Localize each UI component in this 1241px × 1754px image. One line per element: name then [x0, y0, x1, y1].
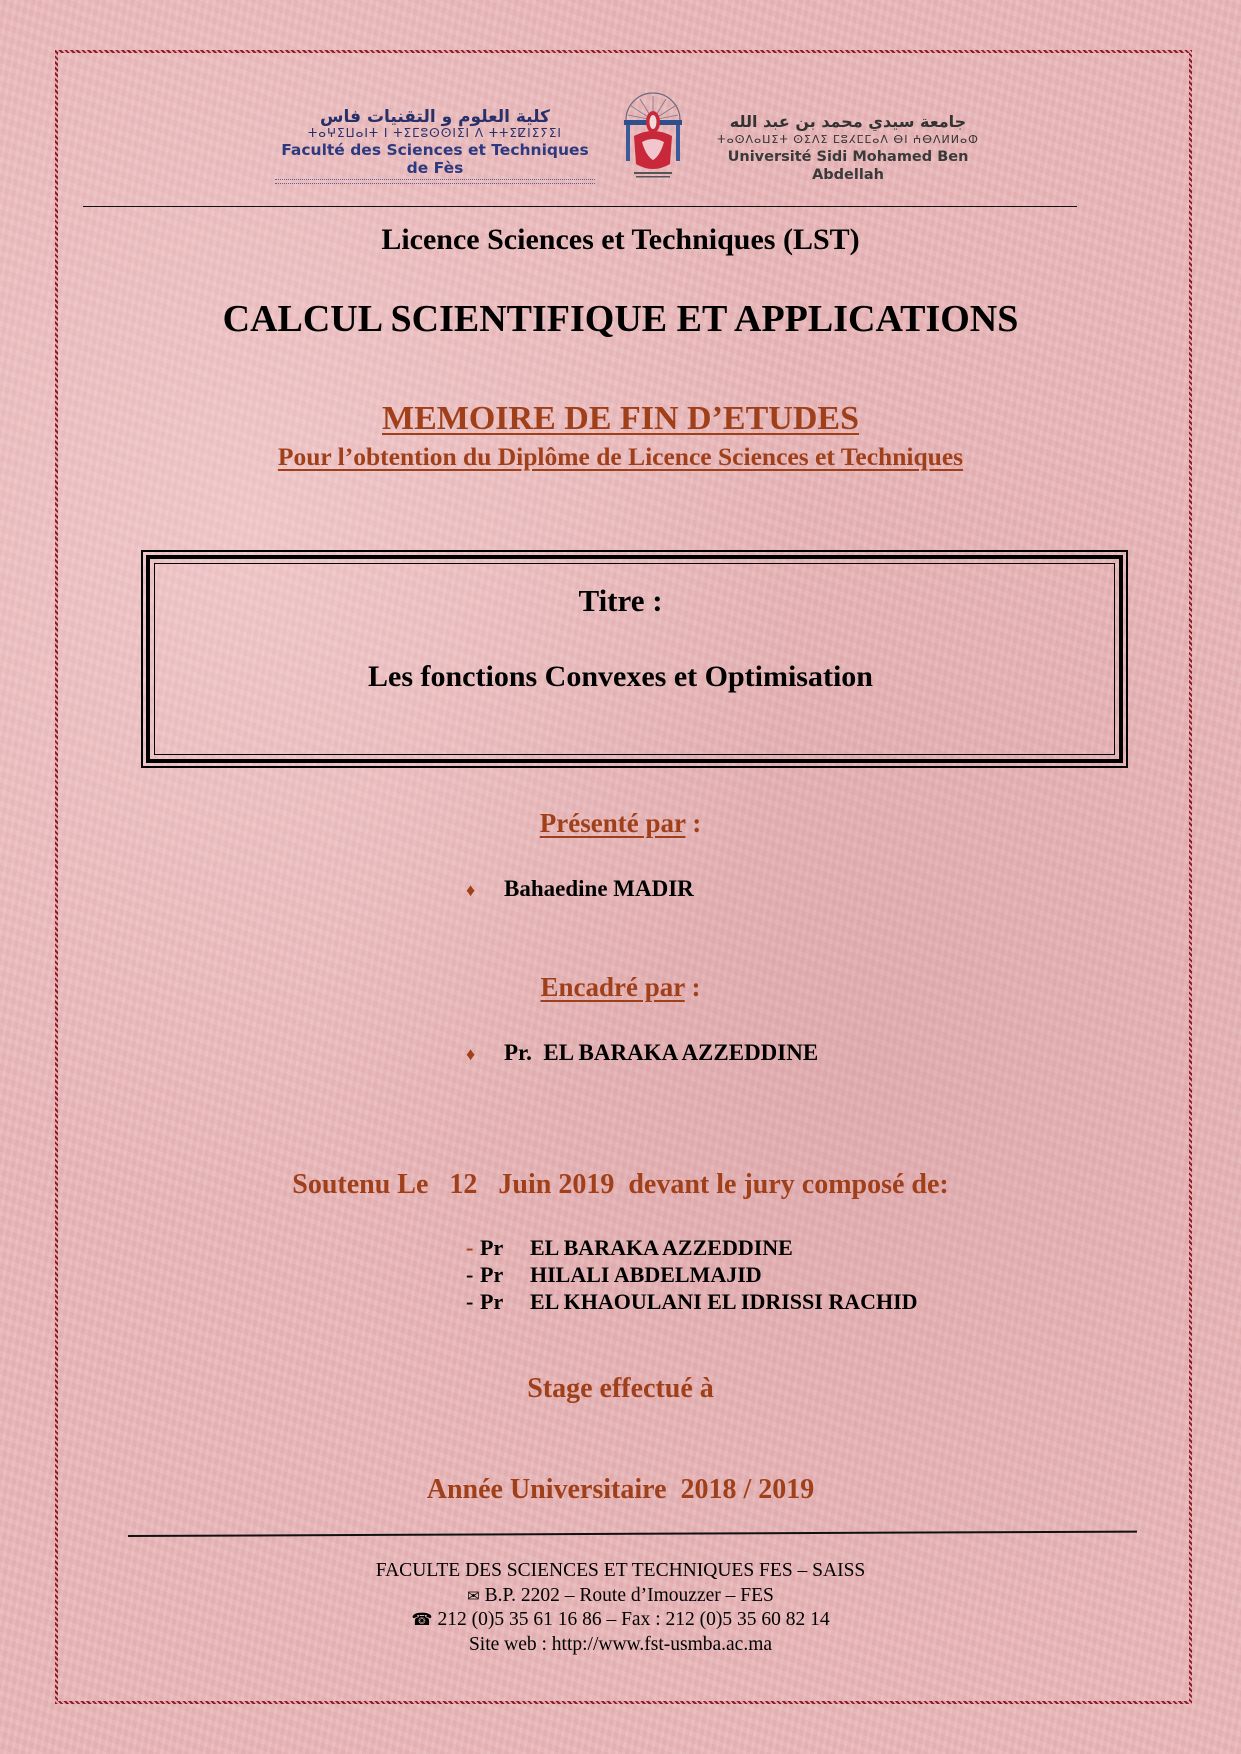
- memoir-heading: [0, 398, 1241, 440]
- presented-by-label: Présenté par: [539, 808, 686, 838]
- mail-icon: ✉: [467, 1589, 480, 1605]
- fst-logo: [272, 108, 598, 184]
- jury-member: [466, 1261, 918, 1288]
- footer-institution: FACULTE DES SCIENCES ET TECHNIQUES FES – SAISS: [375, 1560, 866, 1581]
- memoir-purpose: [0, 441, 1241, 473]
- footer-address-line: [0, 1584, 1241, 1610]
- usmba-logo-tifinagh: ⵜⴰⵙⴷⴰⵡⵉⵜ ⵙⵉⴷⵉ ⵎⵓⵃⵎⵎⴰⴷ ⴱⵏ ⵄⴱⴷⵍⵍⴰⵀ: [717, 133, 979, 146]
- phone-icon: ☎: [411, 1610, 433, 1629]
- memoir-heading-text: MEMOIRE DE FIN D’ETUDES: [382, 400, 859, 437]
- fst-logo-french: Faculté des Sciences et Techniques de Fès: [281, 141, 589, 177]
- jury-name: HILALI ABDELMAJID: [530, 1262, 762, 1287]
- student-name: Bahaedine MADIR: [504, 876, 694, 901]
- program-title: Licence Sciences et Techniques (LST): [381, 223, 860, 256]
- thesis-title: Les fonctions Convexes et Optimisation: [368, 660, 873, 693]
- internship-label: Stage effectué à: [527, 1373, 714, 1404]
- jury-title: Pr: [480, 1289, 504, 1314]
- memoir-purpose-text: Pour l’obtention du Diplôme de Licence Sciences et Techniques: [277, 442, 964, 471]
- jury-member: [466, 1288, 918, 1315]
- usmba-logo-french: Université Sidi Mohamed Ben Abdellah: [727, 149, 969, 183]
- jury-dash: -: [466, 1235, 474, 1260]
- fst-logo-arabic: كلية العلوم و التقنيات فاس: [320, 107, 550, 127]
- footer-address: B.P. 2202 – Route d’Imouzzer – FES: [484, 1585, 774, 1606]
- supervised-by-heading: [0, 970, 1241, 1004]
- university-crest-icon: [620, 86, 686, 180]
- footer-phone: 212 (0)5 35 61 16 86 – Fax : 212 (0)5 35 60 82 14: [437, 1609, 830, 1630]
- footer-phone-line: [0, 1608, 1241, 1633]
- specialty-title: [0, 296, 1241, 342]
- jury-title: Pr: [480, 1235, 504, 1260]
- jury-dash: -: [466, 1289, 474, 1314]
- defense-statement: Soutenu Le 12 Juin 2019 devant le jury composé de:: [292, 1169, 949, 1200]
- fst-logo-underline: [275, 179, 595, 184]
- supervised-by-colon: :: [684, 972, 701, 1002]
- presented-by-heading: [0, 806, 1241, 840]
- jury-title: Pr: [480, 1262, 504, 1287]
- jury-list: [466, 1234, 918, 1315]
- jury-dash: -: [466, 1262, 474, 1287]
- supervisor-name: Pr. EL BARAKA AZZEDDINE: [504, 1040, 819, 1065]
- specialty-text: CALCUL SCIENTIFIQUE ET APPLICATIONS: [222, 298, 1019, 340]
- title-label: Titre :: [578, 583, 663, 618]
- fst-logo-tifinagh: ⵜⴰⵖⵉⵡⴰⵏⵜ ⵏ ⵜⵉⵎⵓⵙⵙⵏⵉⵏ ⴷ ⵜⵜⵉⵇⵏⵉⵢⵉⵏ: [308, 126, 562, 140]
- jury-name: EL KHAOULANI EL IDRISSI RACHID: [530, 1289, 918, 1314]
- footer-website[interactable]: Site web : http://www.fst-usmba.ac.ma: [468, 1634, 773, 1655]
- diamond-bullet-icon: ♦: [466, 880, 476, 900]
- diamond-bullet-icon: ♦: [466, 1044, 476, 1064]
- jury-member: [466, 1234, 918, 1261]
- supervised-by-label: Encadré par: [540, 972, 685, 1002]
- usmba-logo: [708, 112, 988, 184]
- jury-name: EL BARAKA AZZEDDINE: [530, 1235, 793, 1260]
- usmba-logo-arabic: جامعة سيدي محمد بن عبد الله: [729, 112, 967, 131]
- header-divider: [83, 206, 1077, 207]
- academic-year: Année Universitaire 2018 / 2019: [426, 1474, 815, 1505]
- presented-by-colon: :: [685, 808, 702, 838]
